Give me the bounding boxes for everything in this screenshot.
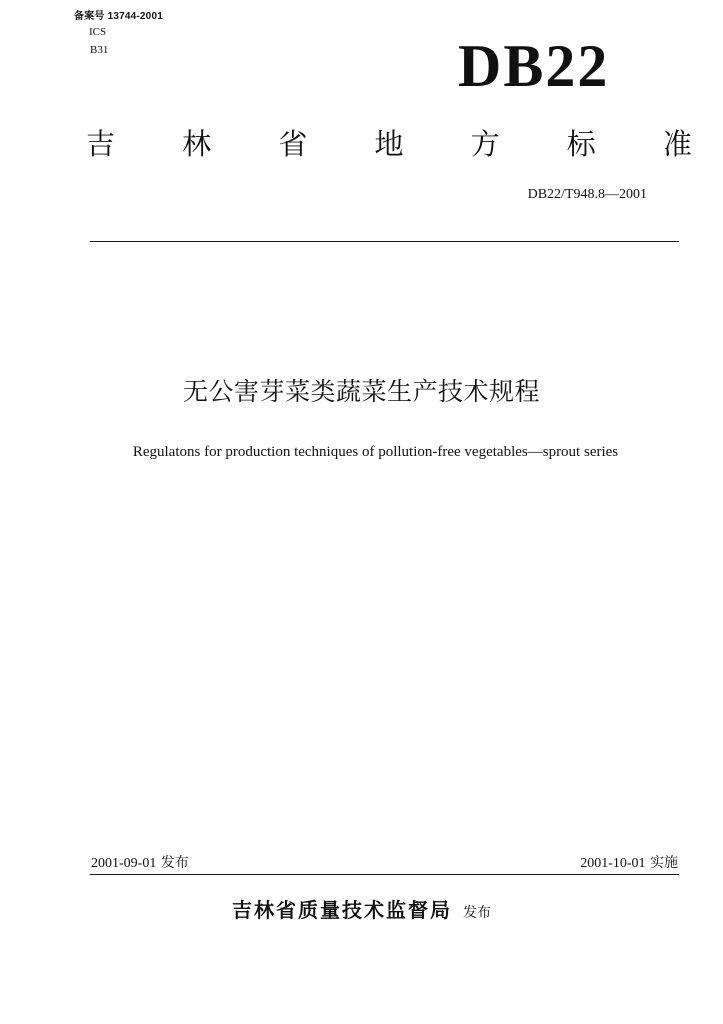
filing-record-number: 备案号 13744-2001 xyxy=(74,11,163,22)
effective-label: 实施 xyxy=(650,855,678,871)
document-title-chinese: 无公害芽菜类蔬菜生产技术规程 xyxy=(182,377,540,406)
ics-code: ICS xyxy=(89,26,107,38)
heading-char: 准 xyxy=(662,127,692,161)
issuer-name: 吉林省质量技术监督局 xyxy=(231,898,452,922)
release-date: 2001-09-01 xyxy=(91,856,157,871)
heading-char: 标 xyxy=(566,127,596,161)
bottom-divider xyxy=(90,874,679,875)
db22-logo: DB22 xyxy=(458,33,610,99)
top-divider xyxy=(90,241,679,242)
issuer-suffix: 发布 xyxy=(463,905,492,921)
heading-char: 林 xyxy=(182,127,212,161)
effective-date: 2001-10-01 xyxy=(580,856,646,871)
standard-number: DB22/T948.8—2001 xyxy=(527,187,647,202)
heading-char: 地 xyxy=(374,127,404,161)
heading-char: 省 xyxy=(278,127,308,161)
classification-code: B31 xyxy=(90,44,109,56)
issuer-line xyxy=(0,896,723,927)
document-title-english: Regulatons for production techniques of pollution-free vegetables—sprout series xyxy=(132,444,619,460)
release-date-line xyxy=(91,853,189,874)
effective-date-line xyxy=(580,853,678,874)
heading-char: 吉 xyxy=(86,127,116,161)
release-label: 发布 xyxy=(160,855,189,871)
heading-char: 方 xyxy=(470,127,500,161)
standard-type-heading xyxy=(86,124,692,164)
